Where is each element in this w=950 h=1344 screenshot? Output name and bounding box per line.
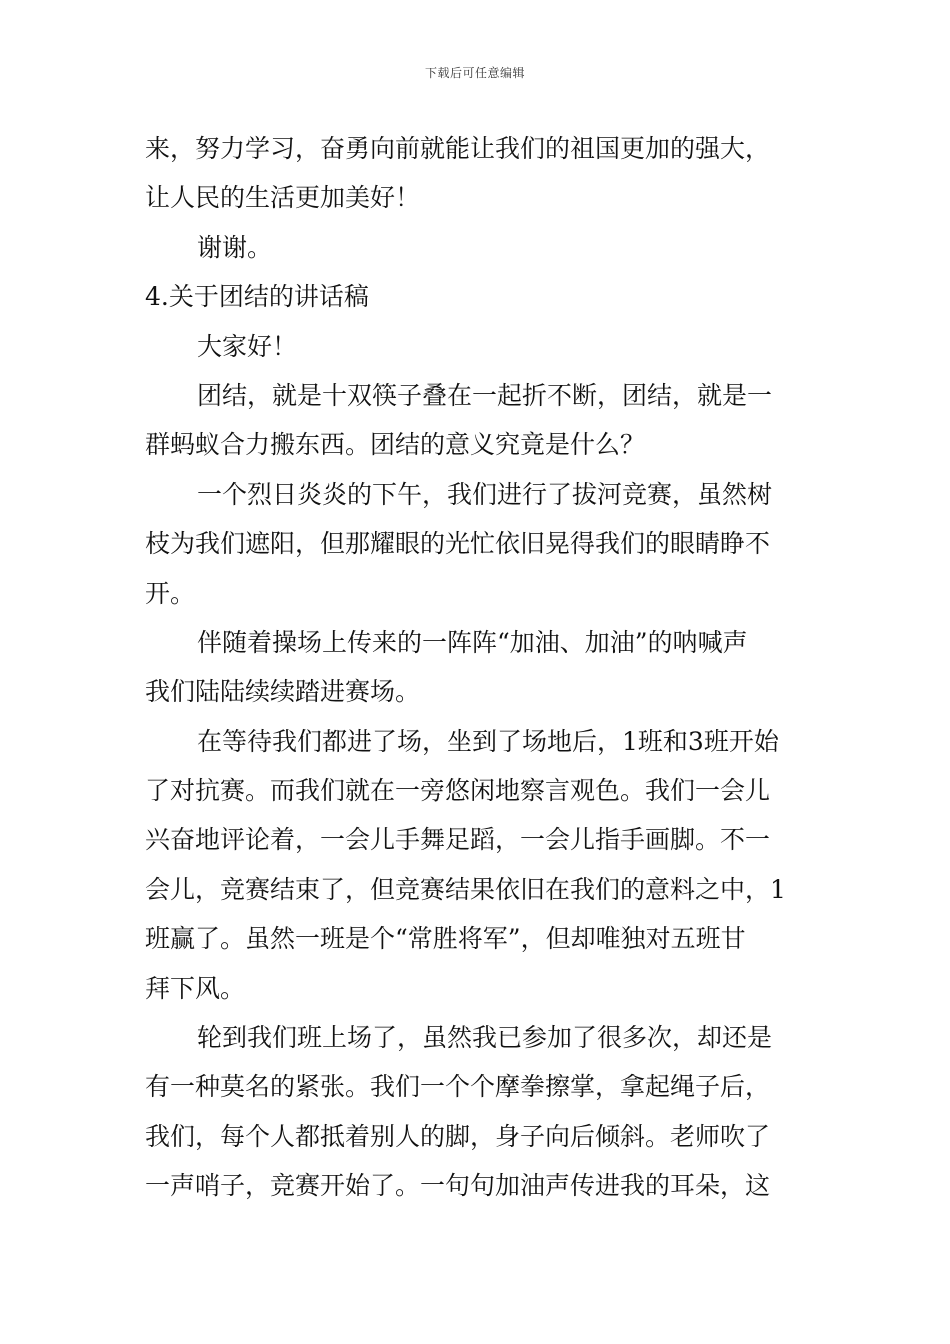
text-line-5: 大家好！ bbox=[197, 331, 298, 361]
page-header: 下载后可任意编辑 bbox=[424, 66, 525, 80]
text-line-21: 我们，每个人都抵着别人的脚，身子向后倾斜。老师吹了 bbox=[145, 1121, 771, 1151]
document-body bbox=[145, 124, 810, 1211]
text-line-11: 伴随着操场上传来的一阵阵“加油、加油”的呐喊声 bbox=[197, 627, 748, 657]
text-line-17: 班赢了。虽然一班是个“常胜将军”，但却唯独对五班甘 bbox=[145, 924, 746, 954]
text-line-14: 了对抗赛。而我们就在一旁悠闲地察言观色。我们一会儿 bbox=[145, 776, 771, 806]
text-line-13: 在等待我们都进了场，坐到了场地后，1班和3班开始 bbox=[197, 726, 779, 756]
text-line-22: 一声哨子，竞赛开始了。一句句加油声传进我的耳朵，这 bbox=[145, 1171, 771, 1201]
text-line-9: 枝为我们遮阳，但那耀眼的光忙依旧晃得我们的眼睛睁不 bbox=[145, 529, 771, 559]
text-line-10: 开。 bbox=[145, 578, 196, 608]
text-line-20: 有一种莫名的紧张。我们一个个摩拳擦掌，拿起绳子后， bbox=[145, 1072, 771, 1102]
text-line-12: 我们陆陆续续踏进赛场。 bbox=[145, 677, 421, 707]
text-line-2: 让人民的生活更加美好！ bbox=[145, 183, 421, 213]
text-line-6: 团结，就是十双筷子叠在一起折不断，团结，就是一 bbox=[197, 380, 773, 410]
section-heading: 4.关于团结的讲话稿 bbox=[145, 282, 369, 312]
text-line-3: 谢谢。 bbox=[197, 232, 273, 262]
text-line-1: 来，努力学习，奋勇向前就能让我们的祖国更加的强大， bbox=[145, 134, 771, 163]
text-line-15: 兴奋地评论着，一会儿手舞足蹈，一会儿指手画脚。不一 bbox=[145, 825, 771, 855]
text-line-16: 会儿，竞赛结束了，但竞赛结果依旧在我们的意料之中，1 bbox=[145, 874, 786, 904]
text-line-8: 一个烈日炎炎的下午，我们进行了拔河竞赛，虽然树 bbox=[197, 479, 773, 509]
text-line-7: 群蚂蚁合力搬东西。团结的意义究竟是什么？ bbox=[145, 430, 646, 460]
text-line-19: 轮到我们班上场了，虽然我已参加了很多次，却还是 bbox=[197, 1023, 773, 1053]
text-line-18: 拜下风。 bbox=[145, 973, 246, 1003]
